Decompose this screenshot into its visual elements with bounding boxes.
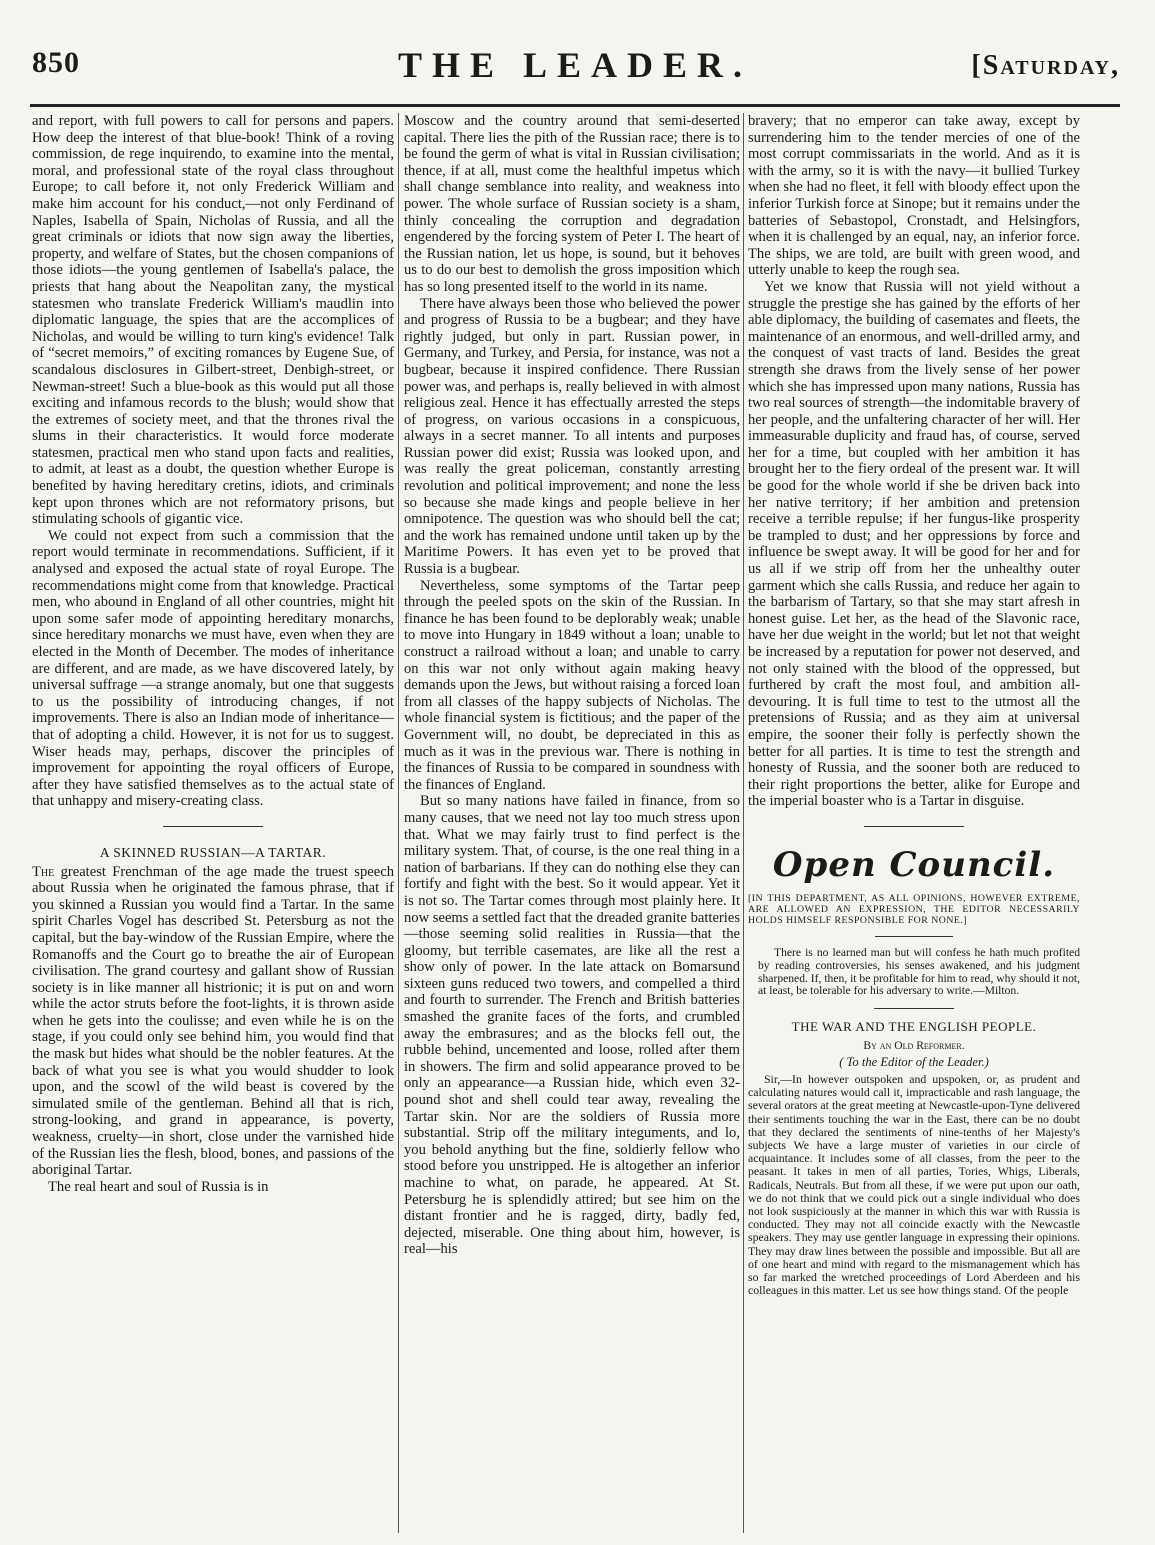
section-title: Open Council. — [772, 844, 1056, 885]
paragraph: But so many nations have failed in finance, from so many causes, that we need not lay too much stress upon that. What we may fairly trust to find perfect is the military system. That, of course, is the one real thing in a nation of barbarians. If they can do nothing else they can fortify and fight with the best. So it would appear. Yet it is not so. The Tartar comes through most plainly here. It now seems a settled fact that the dreaded granite batteries—those seeming solid realities in Russia—that the gloomy, but terrible casemates, are like all the rest a show only of power. In the late attack on Bomarsund sixteen guns reduced two towers, and compelled a third and fourth to surrender. The French and British batteries smashed the granite faces of the forts, and crumbled away the embrasures; and as the blocks fell out, the rubble behind, uncemented and loose, rolled after them in showers. The firm and solid appearance proved to be only an appearance—a Russian hide, which even 32-pound shot and shell could tear away, revealing the Tartar skin. Nor are the soldiers of Russia more substantial. Strip off the military integuments, and lo, you behold anything but the fine, soldierly fellow who stood before you unstripped. He is altogether an inferior machine to what, on parade, he appeared. At St. Petersburg he is splendidly attired; but see him on the distant frontier and he is ragged, dirty, badly fed, dejected, miserable. One thing about him, however, is real—his — [404, 793, 740, 1258]
paragraph: bravery; that no emperor can take away, except by surrendering him to the tender mercies of one of the most corrupt commissariats in the world. And as it is with the army, so it is with the navy—it bullied Turkey when she had no fleet, it fell with bloody effect upon the inferior Turkish force at Sinope; but it remains under the batteries of Sebastopol, Cronstadt, and Helsingfors, when it is challenged by an equal, nay, an inferior force. The ships, we are told, are built with green wood, and utterly unable to keep the rough sea. — [748, 113, 1080, 279]
lead-word: The — [32, 863, 55, 880]
letter-body: Sir,—In however outspoken and upspoken, or, as prudent and calculating natures would call it, impracticable and rash language, the several orators at the great meeting at Newcastle-upon-Tyne delivered their sentiments touching the war in the East, there can be no doubt that they declared the sentiments of nine-tenths of her Majesty's subjects We have a large muster of varieties in our circle of acquaintance. It includes some of all classes, from the peer to the peasant. It takes in men of all parties, Tories, Whigs, Liberals, Radicals, Neutrals. But from all these, if we were put upon our oath, we do not think that we could pick out a single individual who does not look suspiciously at the manner in which this war with Russia is conducted. They may not all coincide exactly with the Newcastle speakers. They may use gentler language in expressing their opinions. They may draw lines between the possible and impossible. But all are of one heart and mind with regard to the mismanagement which has so far marked the wretched proceedings of Lord Aberdeen and his colleagues in this matter. Let us see how things stand. Of the people — [748, 1071, 1080, 1298]
addressee: ( To the Editor of the Leader.) — [839, 1055, 989, 1070]
article-heading: A SKINNED RUSSIAN—A TARTAR. — [99, 844, 327, 860]
paragraph: and report, with full powers to call for persons and papers. How deep the interest of that blue-book! Think of a roving commission, de rege inquirendo, to examine into the mental, moral, and professional state of the royal class throughout Europe; to call before it, not only Frederick William and make him account for his conduct,—not only Ferdinand of Naples, Isabella of Spain, Nicholas of Russia, and all the great criminals or idiots that now sign away the liberties, property, and welfare of States, but the chosen companions of those idiots—the young gentlemen of Isabella's palace, the priests that hang about the Neapolitan zany, the mystical statesmen who translate Frederick William's maudlin into diplomatic language, the spies that are the accomplices of Nicholas, and would be willing to turn king's evidence! Talk of “secret memoirs,” of exciting romances by Eugene Sue, of scandalous disclosures in Gilbert-street, Denbigh-street, or Newman-street! Such a blue-book as this would put all those exciting and infamous records to the blush; would show that the extremes of society meet, and that the thrones rival the slums in their characteristics. It would force moderate statesmen, practical men who stand upon facts and realities, to admit, at least as a doubt, the question whether Europe is benefited by having hereditary cretins, idiots, and criminals kept upon thrones which are not reformatory prisons, but stimulating schools of gigantic vice. — [32, 113, 394, 528]
paragraph: We could not expect from such a commission that the report would terminate in recommendations. Sufficient, if it analysed and exposed the actual state of royal Europe. The recommendations might come from that knowledge. Practical men, who abound in England of all other countries, might hit upon some safer mode of appointing hereditary monarchs, since hereditary monarchs we must have, even when they are elected in the Month of December. The modes of inheritance are different, and are made, as we have discovered lately, by universal suffrage —a strange anomaly, but one that suggests to us the possibility of introducing changes, if not improvements. There is also an Indian mode of inheritance—that of adopting a child. However, it is not for us to suggest. Wiser heads may, perhaps, discover the principles of improvement for appointing the royal officers of Europe, after they have satisfied themselves as to the actual state of that unhappy and misery-creating class. — [32, 527, 394, 810]
paragraph: Moscow and the country around that semi-deserted capital. There lies the pith of the Russian race; there is to be found the germ of what is vital in Russian civilisation; thence, if at all, must come the healthful impetus which shall change semblance into reality, and weakness into power. The whole surface of Russian society is a sham, thinly concealing the corruption and degradation engendered by the forcing system of Peter I. The heart of the Russian nation, let us hope, is sound, but it behoves us to do our best to demolish the gross imposition which has so long presented itself to the world in its name. — [404, 113, 740, 295]
page-number: 850 — [32, 46, 80, 79]
header-rule — [30, 104, 1120, 107]
column-2 — [404, 113, 740, 1538]
paragraph: There have always been those who believed the power and progress of Russia to be a bugbear; and they have rightly judged, but only in part. Russian power, in Germany, and Turkey, and Persia, for instance, was not a bugbear, because it inspired confidence. There Russian power was, and perhaps is, really believed in with almost religious zeal. Hence it has effectually arrested the steps of progress, on various occasions in a conspicuous, always in a secret manner. To all intents and purposes Russian power did exist; Russia was looked upon, and was really the great policeman, constantly arresting revolution and political improvement; and none the less so because she made kings and people believe in her omnipotence. The question was who should bell the cat; and the work has remained undone until taken up by the Maritime Powers. It has even yet to be proved that Russia is a bugbear. — [404, 295, 740, 578]
notice-rule — [875, 936, 953, 937]
masthead-date: [Saturday, — [971, 50, 1120, 81]
editorial-notice: [IN THIS DEPARTMENT, AS ALL OPINIONS, HOWEVER EXTREME, ARE ALLOWED AN EXPRESSION, THE EDITOR NECESSARILY HOLDS HIMSELF RESPONSIBLE FOR NONE.] — [748, 892, 1080, 926]
byline: By an Old Reformer. — [863, 1038, 965, 1052]
paragraph: Yet we know that Russia will not yield without a struggle the prestige she has gained by the efforts of her able diplomacy, the building of casemates and fleets, the maintenance of an enormous, and well-drilled army, and the conquest of vast tracts of land. Besides the great strength she draws from the lively sense of her power which she has impressed upon many nations, Russia has two real sources of strength—the indomitable bravery of her people, and the unfaltering character of her will. Her immeasurable duplicity and fraud has, of course, served her for a time, but coupled with her ambition it has brought her to the fiery ordeal of the present war. It will be good for the whole world if she be driven back into her native territory; if her ambition and pretension receive a terrible repulse; if her fungus-like prosperity be trampled to dust; and her oppressions by force and influence be swept away. It will be good for her and for us all if we strip off from her the unhealthy outer garment which she calls Russia, and reduce her again to the barbarism of Tartary, so that she may start afresh in honest guise. Let her, as the head of the Slavonic race, have her due weight in the world; but let not that weight be increased by a reputation for power not deserved, and not only stained with the blood of the oppressed, but furthered by craft the most foul, and ambition all-devouring. It is full time to test to the utmost all the pretensions of Russia; and as they aim at universal empire, the sooner their folly is perfectly shown the better for all parties. It is time to test the strength and honesty of Russia, and the sooner both are reduced to their right proportions the better, alike for Europe and the imperial boaster who is a Tartar in disguise. — [748, 278, 1080, 810]
quote-rule — [874, 1008, 954, 1009]
column-1 — [32, 113, 394, 1538]
column-divider — [398, 113, 399, 1533]
paragraph: The real heart and soul of Russia is in — [48, 1178, 269, 1195]
masthead — [30, 44, 1120, 100]
section-separator — [864, 826, 964, 827]
epigraph-quote: There is no learned man but will confess he hath much profited by reading controversies, his senses awakened, and his judgment sharpened. If, then, it be profitable for him to read, why should it not, at least, be tolerable for his adversary to write.—Milton. — [758, 945, 1080, 998]
article-separator — [163, 826, 263, 827]
letter-title: THE WAR AND THE ENGLISH PEOPLE. — [791, 1019, 1037, 1035]
newspaper-title: THE LEADER. — [397, 45, 753, 85]
paragraph-body: greatest Frenchman of the age made the truest speech about Russia when he originated the famous phrase, that if you skinned a Russian you would find a Tartar. In the same spirit Charles Vogel has described St. Petersburg as not the capital, but the bay-window of the Russian Empire, where the Romanoffs and the Court go to breathe the air of European civilisation. The grand courtesy and gallant show of Russian society is in like manner all histrionic; it is put on and worn while the actor struts before the foot-lights, it is thrown aside when he gets into the coulisse; and even while he is on the stage, if you could only see behind him, you would find that the mask but hides what should be the nobler features. At the back of what you see is what you would shudder to look upon, and the scowl of the wild beast is covered by the simulated smile of the gentleman. Behind all that is rich, strong-looking, and grand in appearance, is poverty, weakness, cruelty—in short, close under the varnished hide of the Russian lies the flesh, blood, bones, and passions of the aboriginal Tartar. — [32, 863, 394, 1179]
column-divider — [743, 113, 744, 1533]
column-3 — [748, 113, 1080, 1538]
paragraph: Nevertheless, some symptoms of the Tartar peep through the peeled spots on the skin of the Russian. In finance he has been found to be deplorably weak; unable to move into Hungary in 1849 without a loan; unable to construct a railroad without a loan; and unable to carry on this war not only without again making heavy demands upon the Jews, but without raising a forced loan from all classes of the happy subjects of Nicholas. The whole financial system is fictitious; and the paper of the Government will, no doubt, be depreciated in this as much as it was in the previous war. There is nothing in the finances of Russia to be compared in soundness with the finances of England. — [404, 577, 740, 793]
paragraph — [32, 864, 394, 1179]
